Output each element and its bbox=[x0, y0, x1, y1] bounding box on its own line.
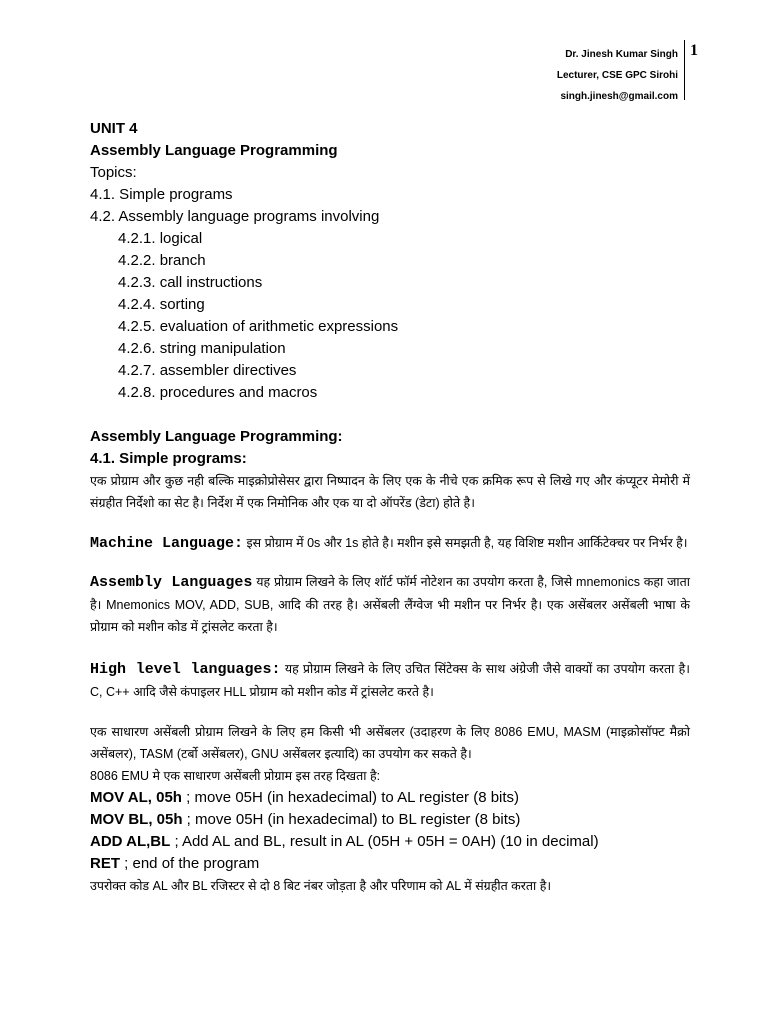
author-email: singh.jinesh@gmail.com bbox=[560, 91, 678, 102]
machine-language-text: इस प्रोग्राम में 0s और 1s होते है। मशीन इसे समझती है, यह विशिष्ट मशीन आर्किटेक्चर पर निर्भर है। bbox=[246, 536, 688, 550]
subtopic-item: 4.2.5. evaluation of arithmetic expressions bbox=[118, 318, 399, 335]
topic-item: 4.1. Simple programs bbox=[90, 186, 233, 203]
machine-language-term: Machine Language: bbox=[90, 535, 244, 552]
code-instruction: MOV BL, 05h bbox=[90, 811, 183, 828]
assembly-language-text: यह प्रोग्राम लिखने के लिए शॉर्ट फॉर्म नोटेशन का उपयोग करता है, जिसे mnemonics कहा जाता है। Mnemonics MOV, ADD, SUB, आदि की तरह है। असेंबली लैंग्वेज भी मशीन पर निर्भर है। एक असेंबलर असेंबली भाषा के प्रोग्राम को मशीन कोड में ट्रांसलेट करता है। bbox=[90, 575, 690, 634]
closing-paragraph: उपरोक्त कोड AL और BL रजिस्टर से दो 8 बिट नंबर जोड़ता है और परिणाम को AL में संग्रहीत करता है। bbox=[90, 879, 552, 893]
page-number: 1 bbox=[690, 42, 698, 59]
document-body bbox=[90, 118, 690, 897]
subtopic-item: 4.2.4. sorting bbox=[118, 296, 205, 313]
code-line bbox=[90, 787, 690, 809]
author-name: Dr. Jinesh Kumar Singh bbox=[565, 49, 678, 60]
assembly-language-paragraph bbox=[90, 571, 690, 638]
subtopic-item: 4.2.7. assembler directives bbox=[118, 362, 297, 379]
assembly-language-term: Assembly Languages bbox=[90, 574, 253, 591]
subtopic-item: 4.2.6. string manipulation bbox=[118, 340, 286, 357]
code-comment: ; move 05H (in hexadecimal) to AL register (8 bits) bbox=[181, 789, 520, 806]
subtopic-item: 4.2.1. logical bbox=[118, 230, 203, 247]
code-comment: ; Add AL and BL, result in AL (05H + 05H = 0AH) (10 in decimal) bbox=[170, 833, 599, 850]
unit-title: UNIT 4 bbox=[90, 120, 138, 137]
subtopic-list bbox=[90, 228, 690, 404]
code-line bbox=[90, 809, 690, 831]
code-comment: ; end of the program bbox=[120, 855, 260, 872]
code-block bbox=[90, 787, 690, 875]
subject-title: Assembly Language Programming bbox=[90, 142, 338, 159]
subtopic-item: 4.2.3. call instructions bbox=[118, 274, 263, 291]
code-instruction: RET bbox=[90, 855, 120, 872]
subtopic-item: 4.2.8. procedures and macros bbox=[118, 384, 318, 401]
code-line bbox=[90, 853, 690, 875]
topic-item: 4.2. Assembly language programs involving bbox=[90, 208, 380, 225]
code-line bbox=[90, 831, 690, 853]
assembler-info-paragraph: एक साधारण असेंबली प्रोग्राम लिखने के लिए हम किसी भी असेंबलर (उदाहरण के लिए 8086 EMU, MASM (माइक्रोसॉफ्ट मैक्रो असेंबलर), TASM (टर्बो असेंबलर), GNU असेंबलर इत्यादि) का उपयोग कर सकते है। bbox=[90, 725, 690, 761]
machine-language-paragraph bbox=[90, 532, 690, 555]
emu-intro-line: 8086 EMU मे एक साधारण असेंबली प्रोग्राम इस तरह दिखता है: bbox=[90, 769, 381, 783]
code-instruction: MOV AL, 05h bbox=[90, 789, 182, 806]
topics-label: Topics: bbox=[90, 164, 137, 181]
header-divider bbox=[684, 40, 685, 100]
section-subheading: 4.1. Simple programs: bbox=[90, 450, 247, 467]
intro-paragraph: एक प्रोग्राम और कुछ नही बल्कि माइक्रोप्रोसेसर द्वारा निष्पादन के लिए एक के नीचे एक क्रमिक रूप से लिखे गए और कंप्यूटर मेमोरी में संग्रहीत निर्देशो का सेट है। निर्देश में एक निमोनिक और एक या दो ऑपरेंड (डेटा) होते है। bbox=[90, 474, 690, 510]
subtopic-item: 4.2.2. branch bbox=[118, 252, 206, 269]
page-header bbox=[557, 44, 678, 107]
section-heading: Assembly Language Programming: bbox=[90, 428, 343, 445]
code-comment: ; move 05H (in hexadecimal) to BL register (8 bits) bbox=[182, 811, 521, 828]
high-level-term: High level languages: bbox=[90, 661, 281, 678]
high-level-paragraph bbox=[90, 658, 690, 703]
author-designation: Lecturer, CSE GPC Sirohi bbox=[556, 70, 678, 81]
code-instruction: ADD AL,BL bbox=[90, 833, 171, 850]
high-level-text: यह प्रोग्राम लिखने के लिए उचित सिंटेक्स के साथ अंग्रेजी जैसे वाक्यों का उपयोग करता है। C, C++ आदि जैसे कंपाइलर HLL प्रोग्राम को मशीन कोड में ट्रांसलेट करते है। bbox=[90, 662, 691, 699]
